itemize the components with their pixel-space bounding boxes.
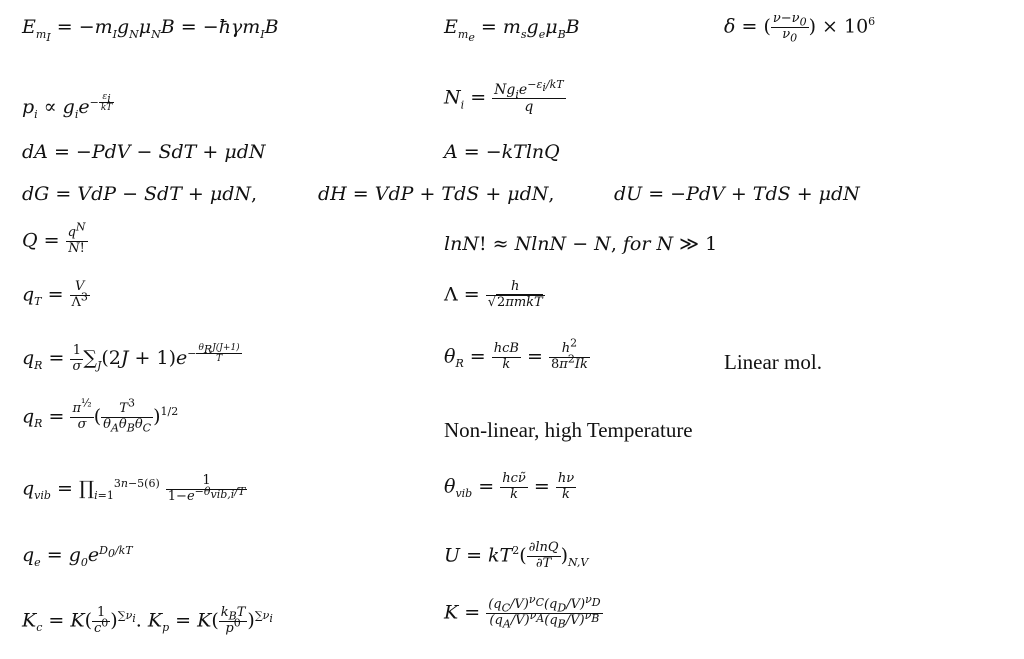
eq-equilibrium-constant-partition: K = $\frac{(q_C/V)^{\nu_C}(q_D/V)^{\nu_D}}{(q_A/V)^{\nu_A}(q_B/V)^{\nu_B}}$	[444, 592, 601, 631]
eq-chemical-shift: δ = ( $\frac{\nu-\nu_0}{\nu_0}$ ) × $10^6$	[724, 11, 876, 45]
eq-electron-zeeman-energy: $E_{m_e} = m_sg_e\mu_BB$	[444, 16, 580, 44]
eq-equilibrium-constants: $K_c = K$( $\frac{1}{c^0}$ )$^{\sum\nu_i}$. $K_p = K$( $\frac{k_BT}{p^0}$ )$^{\sum\nu_i}$	[22, 605, 273, 636]
eq-electronic-partition: $q_e = g_0e^{D_0/kT}$	[22, 543, 133, 569]
eq-rotational-partition-linear: $q_R$ = $\frac{1}{\sigma}$ $\sum_J(2J + 1)e^{- \frac{\theta_RJ(J+1)}{T}}$	[22, 342, 240, 374]
eq-translational-partition: $q_T$ = $\frac{V}{\Lambda^3}$	[22, 279, 88, 310]
eq-rotational-partition-nonlinear: $q_R$ = $\frac{\pi^{\frac{1}{2}}}{\sigma}$ ( $\frac{T^3}{\theta_A\theta_B\theta_C}$ )$^{1/2}$	[22, 396, 179, 435]
eq-stirling-approximation: lnN! ≈ NlnN − N, for N ≫ 1	[444, 233, 718, 255]
eq-internal-energy-differential: dU = −PdV + TdS + μdN	[614, 183, 860, 205]
eq-nuclear-zeeman-energy: $E_{m_I} = -m_Ig_N\mu_NB$ = −ħγm$_I$B	[22, 16, 279, 44]
eq-internal-energy-partition: $U = kT^2$( $\frac{\partial\ln Q}{\partial T}$ )$_{N,V}$	[444, 540, 589, 571]
eq-vibrational-temperature: $\theta_{vib}$ = $\frac{\text{hcν̃}}{k}$ = $\frac{h\nu}{k}$	[444, 471, 575, 502]
eq-boltzmann-probability: $p_i \propto g_ie^{- \frac{\varepsilon_i}{kT}}$	[22, 91, 113, 121]
eq-canonical-partition: Q = $\frac{q^N}{N!}$	[22, 220, 86, 256]
linear-mol-label: Linear mol.	[724, 350, 822, 374]
eq-vibrational-partition: $q_{vib}$ = $\prod_{i=1}^{3n-5(6)}$ $\frac{1}{1-e^{-\theta_{vib,i}/T}}$	[22, 473, 246, 504]
nonlinear-high-temp-label: Non-linear, high Temperature	[444, 418, 693, 442]
eq-gibbs-differential: dG = VdP − SdT + μdN,	[22, 183, 258, 205]
eq-rotational-temperature: $\theta_R$ = $\frac{\text{hcB}}{k}$ = $\frac{h^2}{8\pi^2Ik}$	[444, 336, 588, 372]
eq-helmholtz-partition: A = −kTlnQ	[444, 141, 560, 163]
eq-boltzmann-population: $N_i$ = $\frac{Ng_ie^{-\varepsilon_i/kT}}{q}$	[444, 78, 564, 116]
eq-enthalpy-differential: dH = VdP + TdS + μdN,	[318, 183, 555, 205]
eq-thermal-wavelength: Λ = $\frac{h}{\text{√2πmkT}}$	[444, 279, 543, 310]
eq-helmholtz-differential: dA = −PdV − SdT + μdN	[22, 141, 266, 163]
